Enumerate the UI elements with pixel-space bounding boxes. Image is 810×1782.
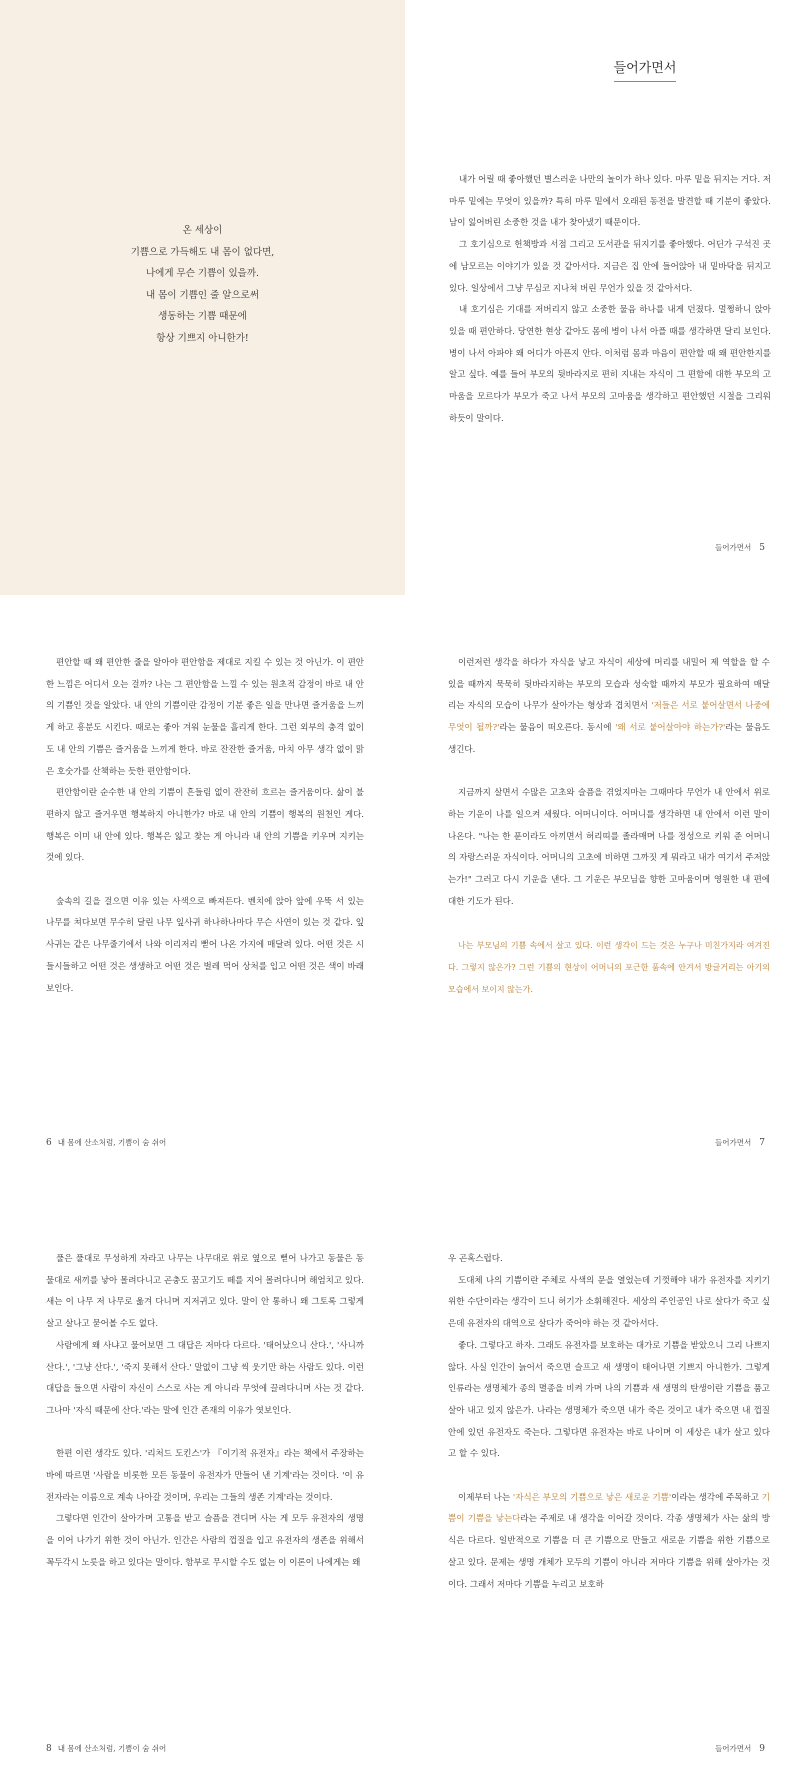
- text-run: 이제부터 나는: [458, 1492, 513, 1503]
- body-text: [448, 653, 770, 1000]
- paragraph: 내가 어릴 때 좋아했던 별스러운 나만의 놀이가 하나 있다. 마루 밑을 뒤지는 거다. 저 마루 밑에는 무엇이 있을까? 특히 마루 밑에서 오래된 동전을 발견할 때 기분이 좋았다. 남이 잃어버린 소중한 것을 내가 찾아냈기 때문이다.: [449, 175, 771, 229]
- page-7: [405, 595, 810, 1185]
- paragraph: 풀은 풀대로 무성하게 자라고 나무는 나무대로 위로 옆으로 뻗어 나가고 동물은 동물대로 새끼를 낳아 몰려다니고 곤충도 꿈고기도 떼를 지어 몰려다니며 해엄치고 있다. 새는 이 나무 저 나무로 옮겨 다니며 지저귀고 있다. 말이 안 통하니 왜 그토록 그렇게 살고 살나고 묻어볼 수도 없다.: [46, 1254, 364, 1330]
- page-number: 9: [759, 1744, 765, 1754]
- page-footer: [715, 1743, 765, 1755]
- page-9: [405, 1185, 810, 1782]
- highlighted-paragraph: 나는 부모님의 기쁨 속에서 살고 있다. 이런 생각이 드는 것은 누구나 미친가지라 여겨진다. 그렇지 않은가? 그런 기쁨의 현상이 어머니의 포근한 품속에 안겨서 방글거리는 아기의 모습에서 보이지 않는가.: [448, 941, 770, 994]
- page-number: 7: [759, 1138, 765, 1148]
- paragraph-gap: [46, 870, 364, 892]
- paragraph: 그렇다면 인간이 살아가며 고통을 받고 슬픔을 견디며 사는 게 모두 유전자의 생명을 이어 나가기 위한 것이 아닌가. 인간은 사람의 껍질을 입고 유전자의 생존을 위해서 꼭두각시 노릇을 하고 있다는 말이다. 함부로 무시할 수도 없는 이 이론이 나에게는 왜: [46, 1514, 364, 1568]
- paragraph: 내 호기심은 기대를 저버리지 않고 소중한 물음 하나를 내게 던졌다. 멀쩡하니 앉아 있을 때 편안하다. 당연한 현상 같아도 몸에 병이 나서 아플 때를 생각하면 달리 보인다. 병이 나서 아파야 왜 어디가 아픈지 안다. 이처럼 몸과 마음이 편안할 때 왜 편안한지를 알고 싶다. 예를 들어 부모의 뒷바라지로 편히 지내는 자식이 그 편함에 대한 부모의 고마움을 모르다가 부모가 죽고 나서 부모의 고마움을 생각하고 편안했던 시절을 그리워하듯이 말이다.: [449, 305, 771, 424]
- running-header: 들어가면서: [715, 543, 752, 552]
- body-text: [46, 653, 364, 1000]
- text-run: 라는 물음이 떠오른다. 동시에: [499, 723, 616, 734]
- page-poem: [0, 0, 405, 595]
- page-number: 8: [46, 1744, 52, 1754]
- chapter-title: [575, 60, 715, 82]
- paragraph-gap: [448, 762, 770, 784]
- paragraph-gap: [46, 1423, 364, 1445]
- paragraph: 지금까지 살면서 수많은 고초와 슬픔을 겪었지마는 그때마다 무언가 내 안에서 위로하는 기운이 나를 일으켜 세웠다. 어머니이다. 어머니를 생각하면 내 안에서 이런 말이 나온다. "나는 한 푼이라도 아끼면서 허리띠를 졸라매며 나를 정성으로 키워 준 어머니의 자랑스러운 자식이다. 어머니의 고초에 비하면 그까짓 게 뭐라고 내가 여기서 주저앉는가!" 그러고 다시 기운을 낸다. 그 기운은 부모님을 향한 고마움이며 영원한 내 편에 대한 기도가 된다.: [448, 788, 770, 907]
- running-header: 들어가면서: [715, 1744, 752, 1753]
- highlight-quote: 기쁨이 기쁨을 낳는다: [448, 1492, 771, 1525]
- body-text: [449, 170, 771, 430]
- paragraph: 숲속의 길을 걸으면 이유 있는 사색으로 빠져든다. 벤치에 앉아 앞에 우뚝 서 있는 나무를 쳐다보면 무수히 달린 나무 잎사귀 하나하나마다 무슨 사연이 있는 것 같다. 잎사귀는 같은 나무줄기에서 나와 이리저리 뻗어 나온 가지에 매달려 있다. 어떤 것은 시들시들하고 어떤 것은 생생하고 어떤 것은 벌레 먹어 상처를 입고 어떤 것은 색이 바래 보인다.: [46, 896, 364, 994]
- paragraph-gap: [448, 1466, 770, 1488]
- page-8: [0, 1185, 405, 1782]
- paragraph: [448, 653, 770, 762]
- page-number: 5: [759, 543, 765, 553]
- poem-line: 내 몸이 기쁨인 줄 알으로써: [145, 289, 260, 301]
- body-text: [46, 1249, 364, 1575]
- text-run: 라는 주제로 내 생각을 이어갈 것이다. 각종 생명체가 사는 삶의 방식은 다르다. 일반적으로 기쁨을 더 큰 기쁨으로 만들고 새로운 기쁨을 위한 기쁨으로 살고 있다. 문제는 생명 개체가 모두의 기쁨이 아니라 저마다 기쁨을 위해 살아가는 것이다. 그래서 저마다 기쁨을 누리고 보호하: [448, 1514, 770, 1590]
- highlight-quote: '왜 서로 붙어살아야 하는가?': [615, 723, 726, 734]
- highlight-quote: '저들은 서로 붙어살면서 나중에 무엇이 될까?': [448, 701, 770, 734]
- paragraph: 편안할 때 왜 편안한 줄을 알아야 편안함을 제대로 지킬 수 있는 것 아닌가. 이 편안한 느낌은 어디서 오는 걸까? 나는 그 편안함을 느낄 수 있는 원초적 감정이 바로 내 안의 기쁨인 것을 알았다. 내 안의 기쁨이란 감정이 기분 좋은 일을 만나면 즐거움을 느끼게 하고 흥분도 시킨다. 때로는 좋아 겨워 눈물을 흘리게 한다. 그런 외부의 충격 없이도 내 안의 기쁨은 즐거움을 느끼게 한다. 바로 잔잔한 즐거움, 마치 아무 생각 없이 맑은 호숫가를 산책하는 듯한 편안함이다.: [46, 658, 364, 777]
- page-footer: [46, 1137, 166, 1149]
- text-run: 라는 물음도 생긴다.: [448, 723, 770, 755]
- chapter-title-text: 들어가면서: [614, 60, 677, 82]
- running-header: 내 몸에 산소처럼, 기쁨이 숨 쉬어: [57, 1138, 167, 1147]
- body-text: [448, 1249, 770, 1596]
- paragraph: 도대체 나의 기쁨이란 주체로 사색의 문을 열었는데 기껏해야 내가 유전자를 지키기 위한 수단이라는 생각이 드니 허기가 소휘해진다. 세상의 주인공인 나로 살다가 죽고 싶은데 유전자의 대역으로 살다가 죽어야 하는 것 같아서다.: [448, 1275, 770, 1330]
- epigraph-poem: [0, 220, 405, 349]
- poem-line: 나에게 무슨 기쁨이 있을까.: [145, 268, 260, 279]
- page-footer: [715, 542, 765, 554]
- page-footer: [46, 1743, 166, 1755]
- text-run: 이라는 생각에 주목하고: [671, 1492, 762, 1503]
- page-5: [405, 0, 810, 595]
- paragraph: [448, 1488, 770, 1597]
- running-header: 내 몸에 산소처럼, 기쁨이 숨 쉬어: [57, 1744, 167, 1753]
- paragraph: 사람에게 왜 사냐고 물어보면 그 대답은 저마다 다르다. '태어났으니 산다.', '사니까 산다.', '그냥 산다.', '죽지 못해서 산다.' 말없이 그냥 씩 웃기만 하는 사람도 있다. 이런 대답을 들으면 사람이 자신이 스스로 사는 게 아니라 무엇에 끌려다니며 사는 것 같다. 그나마 '자식 때문에 산다.'라는 말에 인간 존재의 이유가 엿보인다.: [46, 1340, 364, 1416]
- highlight-quote: '자식은 부모의 기쁨으로 낳은 새로운 기쁨': [512, 1492, 672, 1503]
- poem-line: 항상 기쁘지 아니한가!: [156, 332, 249, 344]
- poem-line: 기쁨으로 가득해도 내 몸이 없다면,: [130, 246, 275, 258]
- page-6: [0, 595, 405, 1185]
- paragraph-gap: [448, 913, 770, 935]
- text-run: 이런저런 생각을 하다가 자식을 낳고 자식이 세상에 머리를 내밀어 제 역할을 할 수 있을 때까지 묵묵히 뒷바라지하는 부모의 모습과 성숙할 때까지 부모가 필요하여 매달리는 자식의 모습이 나무가 살아가는 형상과 겹치면서: [448, 658, 770, 712]
- paragraph: 좋다. 그렇다고 하자. 그래도 유전자를 보호하는 대가로 기쁨을 받았으니 그리 나쁘지 않다. 사실 인간이 늙어서 죽으면 슬프고 새 생명이 태어나면 기쁘지 아니한가. 그렇게 인류라는 생명체가 종의 멸종을 비켜 가며 나의 기쁨과 새 생명의 탄생이란 기쁨을 품고 살아 내고 있지 않은가. 나라는 생명체가 죽으면 내가 죽은 것이고 내가 죽으면 내 껍질 안에 있던 유전자도 죽는다. 그렇다면 유전자는 바로 나이며 이 세상은 내가 살고 있다고 할 수 있다.: [448, 1340, 770, 1460]
- page-number: 6: [46, 1138, 52, 1148]
- paragraph: 그 호기심으로 헌책방과 서점 그리고 도서관을 뒤지기를 좋아했다. 어딘가 구석진 곳에 남모르는 이야기가 있을 것 같아서다. 지금은 집 안에 들어앉아 내 밑바닥을 뒤지고 있다. 일상에서 그냥 무심코 지나쳐 버린 무언가 있을 것 같아서다.: [449, 240, 771, 294]
- paragraph: 편안함이란 순수한 내 안의 기쁨이 흔들림 없이 잔잔히 흐르는 즐거움이다. 삶이 불편하지 않고 즐거우면 행복하지 아니한가? 바로 내 안의 기쁨이 행복의 원천인 게다. 행복은 이미 내 안에 있다. 행복은 잃고 찾는 게 아니라 내 안의 기쁨을 키우며 지키는 것에 있다.: [46, 788, 364, 864]
- poem-line: 생동하는 기쁨 때문에: [158, 311, 247, 322]
- paragraph: 한편 이런 생각도 있다. '리처드 도킨스'가 『이기적 유전자』라는 책에서 주장하는 바에 따르면 '사람을 비롯한 모든 동물이 유전자가 만들어 낸 기계'라는 것이다. '이 유전자라는 이름으로 계속 나아갈 것이며, 우리는 그들의 생존 기계'라는 것이다.: [46, 1449, 364, 1503]
- page-footer: [715, 1137, 765, 1149]
- running-header: 들어가면서: [715, 1138, 752, 1147]
- paragraph: 우 곤혹스럽다.: [448, 1254, 503, 1264]
- poem-line: 온 세상이: [182, 225, 223, 236]
